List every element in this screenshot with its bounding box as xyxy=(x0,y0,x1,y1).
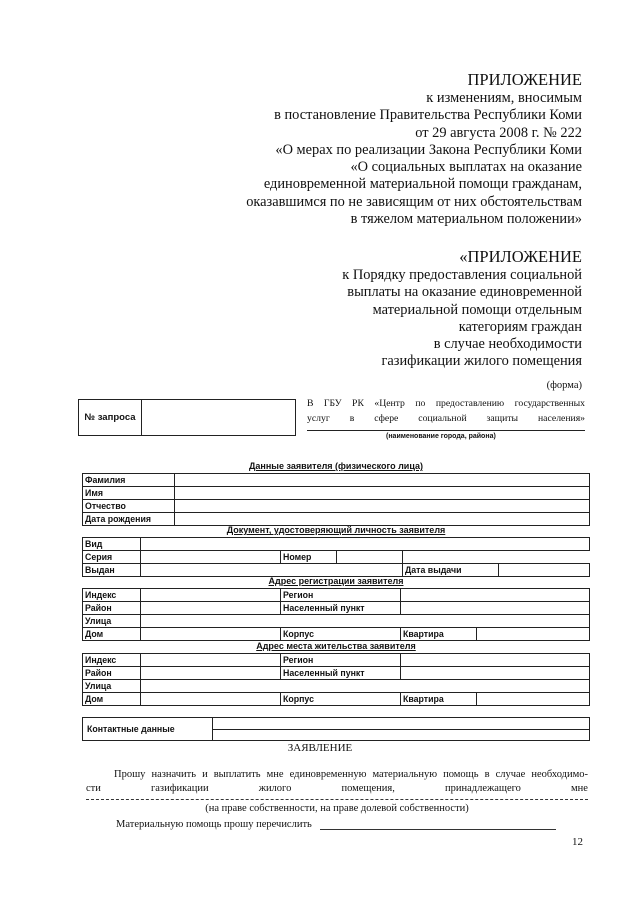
name-field[interactable] xyxy=(175,487,590,500)
document-table xyxy=(82,537,590,577)
field-label: Дом xyxy=(83,693,141,706)
field-label: Район xyxy=(83,667,141,680)
field-label: Регион xyxy=(281,589,401,602)
header-line: в тяжелом материальном положении» xyxy=(350,211,582,228)
header-line: единовременной материальной помощи гражданам, xyxy=(263,176,582,193)
header-line: «О социальных выплатах на оказание xyxy=(350,159,582,176)
statement-word: принадлежащего xyxy=(444,783,521,794)
header2-line: материальной помощи отдельным xyxy=(372,301,582,318)
table-row xyxy=(83,474,590,487)
patronymic-field[interactable] xyxy=(175,500,590,513)
document-series-field[interactable] xyxy=(141,551,281,564)
header-block-2 xyxy=(222,247,582,371)
header-block xyxy=(162,70,582,228)
table-row xyxy=(83,654,590,667)
section-applicant-title: Данные заявителя (физического лица) xyxy=(249,461,423,471)
field-label: Квартира xyxy=(401,628,477,641)
reg-address-table xyxy=(82,588,590,641)
header-line: к изменениям, вносимым xyxy=(426,90,582,106)
table-row xyxy=(83,628,590,641)
issue-date-field[interactable] xyxy=(499,564,590,577)
field-label: Номер xyxy=(281,551,337,564)
field-label: Корпус xyxy=(281,628,401,641)
contact-box xyxy=(82,717,590,741)
region-field[interactable] xyxy=(401,589,590,602)
field-label: Район xyxy=(83,602,141,615)
document-number-field[interactable] xyxy=(337,551,403,564)
locality-field[interactable] xyxy=(401,667,590,680)
table-row xyxy=(83,602,590,615)
statement-line-1: Прошу назначить и выплатить мне единовременную материальную помощь в случае необходимо- xyxy=(114,769,588,780)
statement-line-2 xyxy=(86,782,588,795)
field-label: Улица xyxy=(83,615,141,628)
field-label: Улица xyxy=(83,680,141,693)
applicant-table xyxy=(82,473,590,526)
field-label: Дом xyxy=(83,628,141,641)
locality-field[interactable] xyxy=(401,602,590,615)
header2-line: в случае необходимости xyxy=(433,336,582,353)
statement-title: ЗАЯВЛЕНИЕ xyxy=(287,742,353,754)
request-number-box xyxy=(78,399,296,436)
district-field[interactable] xyxy=(141,667,281,680)
form-label: (форма) xyxy=(546,380,582,391)
surname-field[interactable] xyxy=(175,474,590,487)
header2-line: к Порядку предоставления социальной xyxy=(342,267,582,283)
table-row xyxy=(83,551,590,564)
section-reg-address-title: Адрес регистрации заявителя xyxy=(268,576,404,586)
ownership-field[interactable] xyxy=(86,799,588,800)
document-type-field[interactable] xyxy=(141,538,590,551)
transfer-field[interactable] xyxy=(320,829,556,830)
empty-cell xyxy=(403,551,590,564)
postcode-field[interactable] xyxy=(141,654,281,667)
request-number-label: № запроса xyxy=(79,400,142,435)
field-label: Индекс xyxy=(83,654,141,667)
recipient-line-1: В ГБУ РК «Центр по предоставлению государственных xyxy=(307,398,585,409)
street-field[interactable] xyxy=(141,680,590,693)
apartment-field[interactable] xyxy=(477,693,590,706)
section-document-title: Документ, удостоверяющий личность заявителя xyxy=(226,525,446,535)
street-field[interactable] xyxy=(141,615,590,628)
header2-line: выплаты на оказание единовременной xyxy=(347,284,582,301)
district-field[interactable] xyxy=(141,602,281,615)
field-label: Дата выдачи xyxy=(403,564,499,577)
statement-word: сти xyxy=(86,783,101,794)
postcode-field[interactable] xyxy=(141,589,281,602)
statement-word: жилого xyxy=(258,783,292,794)
field-label: Населенный пункт xyxy=(281,667,401,680)
field-label: Регион xyxy=(281,654,401,667)
field-label: Серия xyxy=(83,551,141,564)
header-line: от 29 августа 2008 г. № 222 xyxy=(415,124,582,141)
header-line: в постановление Правительства Республики Коми xyxy=(274,107,582,124)
header2-line: газификации жилого помещения xyxy=(381,353,582,370)
apartment-field[interactable] xyxy=(477,628,590,641)
birth-date-field[interactable] xyxy=(175,513,590,526)
header2-title: «ПРИЛОЖЕНИЕ xyxy=(459,247,582,266)
recipient-line-2: услуг в сфере социальной защиты населения» xyxy=(307,413,585,424)
field-label: Выдан xyxy=(83,564,141,577)
field-label: Квартира xyxy=(401,693,477,706)
recipient-organization xyxy=(307,396,585,426)
ownership-caption: (на праве собственности, на праве долевой собственности) xyxy=(205,803,469,814)
table-row xyxy=(83,680,590,693)
header-line: оказавшимся по не зависящим от них обстоятельствам xyxy=(246,193,582,210)
table-row xyxy=(83,500,590,513)
table-row xyxy=(83,564,590,577)
field-label: Населенный пункт xyxy=(281,602,401,615)
contact-field[interactable] xyxy=(214,718,589,740)
house-field[interactable] xyxy=(141,628,281,641)
header-title: ПРИЛОЖЕНИЕ xyxy=(467,70,582,89)
table-row xyxy=(83,513,590,526)
header-line: «О мерах по реализации Закона Республики Коми xyxy=(275,141,582,158)
section-live-address-title: Адрес места жительства заявителя xyxy=(256,641,416,651)
field-label: Вид xyxy=(83,538,141,551)
field-label: Корпус xyxy=(281,693,401,706)
transfer-label: Материальную помощь прошу перечислить xyxy=(116,819,312,830)
statement-word: газификации xyxy=(150,783,209,794)
live-address-table xyxy=(82,653,590,706)
header2-line: категориям граждан xyxy=(458,318,582,335)
city-district-caption: (наименование города, района) xyxy=(386,433,496,440)
field-label: Имя xyxy=(83,487,175,500)
statement-word: мне xyxy=(571,783,588,794)
field-label: Отчество xyxy=(83,500,175,513)
region-field[interactable] xyxy=(401,654,590,667)
page-number: 12 xyxy=(572,836,583,848)
table-row xyxy=(83,487,590,500)
field-label: Дата рождения xyxy=(83,513,175,526)
table-row xyxy=(83,589,590,602)
table-row xyxy=(83,693,590,706)
statement-word: помещения, xyxy=(341,783,395,794)
table-row xyxy=(83,667,590,680)
field-label: Фамилия xyxy=(83,474,175,487)
contact-label: Контактные данные xyxy=(83,718,213,740)
table-row xyxy=(83,538,590,551)
city-district-field[interactable] xyxy=(307,430,585,431)
issued-by-field[interactable] xyxy=(141,564,403,577)
table-row xyxy=(83,615,590,628)
request-number-field[interactable] xyxy=(142,400,295,435)
house-field[interactable] xyxy=(141,693,281,706)
field-label: Индекс xyxy=(83,589,141,602)
